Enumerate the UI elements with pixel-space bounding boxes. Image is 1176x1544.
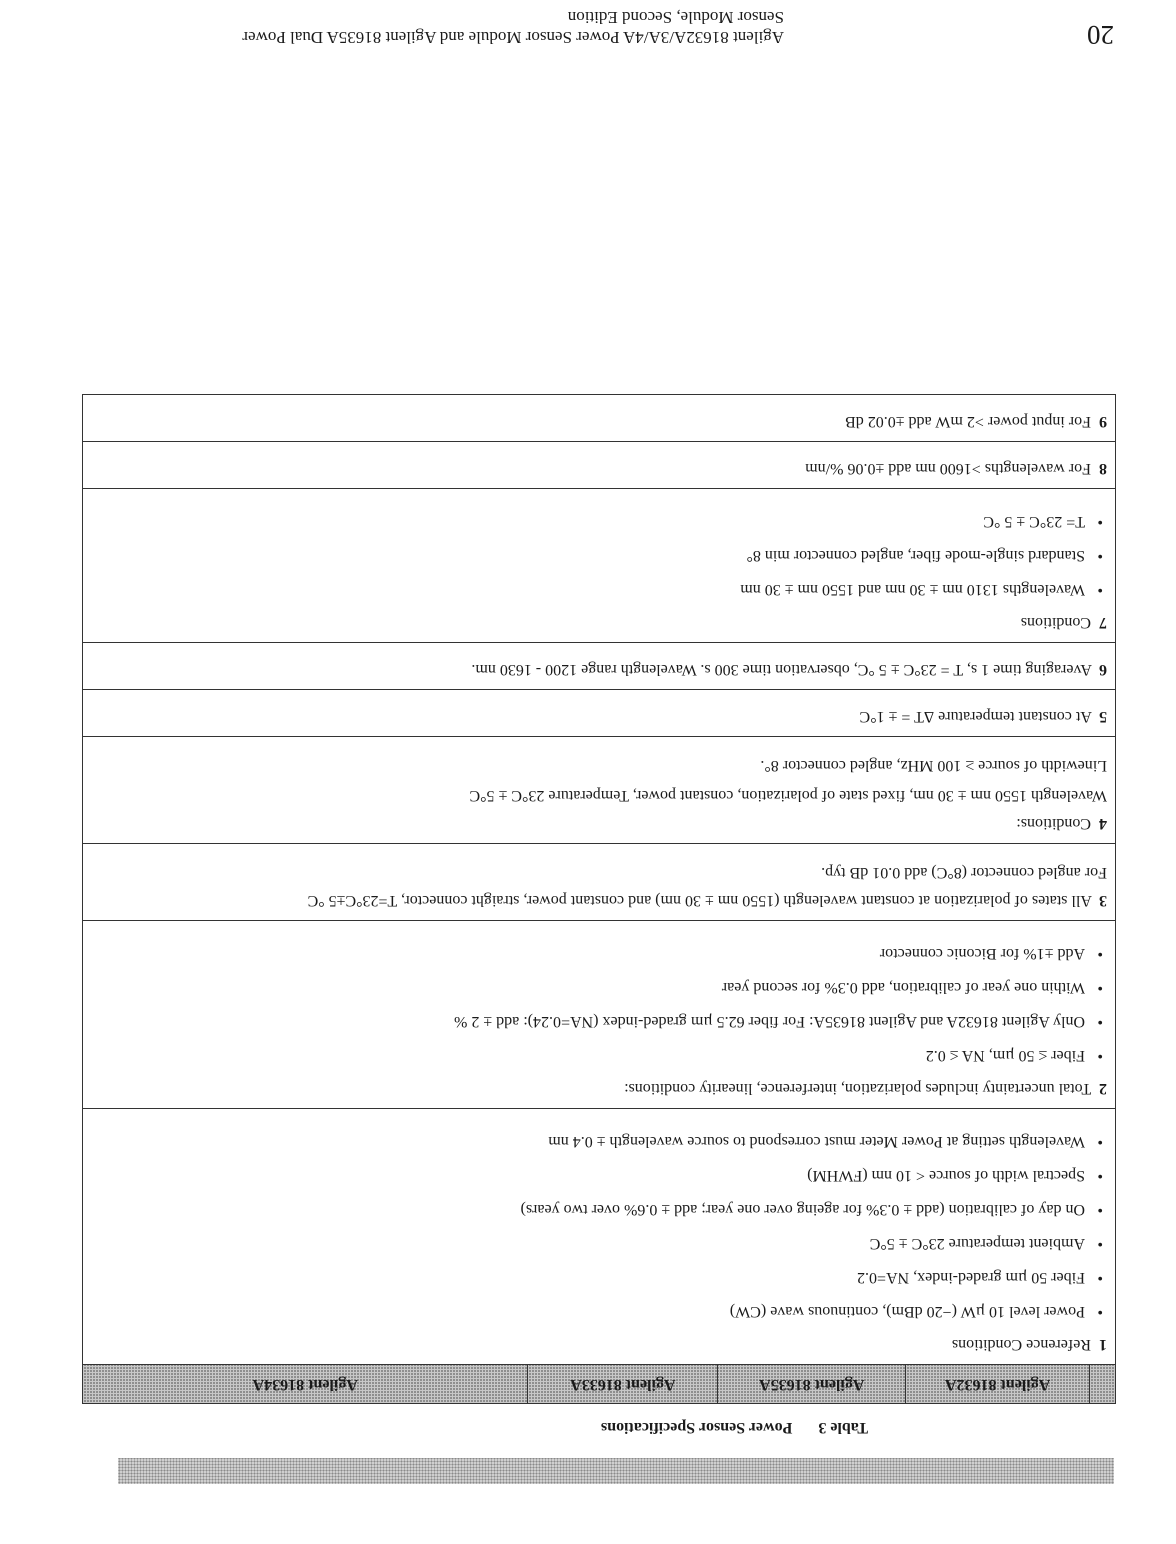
header-agilent-81633a: Agilent 81633A xyxy=(528,1365,718,1404)
table-caption xyxy=(601,1418,868,1436)
page-number: 20 xyxy=(1087,20,1114,50)
bullet-list xyxy=(91,1131,1107,1321)
footnote-row-8 xyxy=(83,442,1116,489)
footnote-number: 2 xyxy=(1099,1080,1107,1097)
header-blank xyxy=(1090,1365,1116,1404)
footnote-text-line: Wavelength 1550 nm ± 30 nm, fixed state of polarization, constant power, Temperature 23°C ± 5°C xyxy=(469,787,1107,804)
footnote-row-2 xyxy=(83,921,1116,1109)
power-sensor-specifications-table xyxy=(82,394,1116,1404)
footnote-row-5 xyxy=(83,690,1116,737)
footnote-row-3 xyxy=(83,844,1116,921)
section-header-band xyxy=(118,1458,1114,1484)
list-item: • Wavelengths 1310 nm ± 30 nm and 1550 nm ± 30 nm xyxy=(91,579,1107,599)
list-item: • T= 23°C ± 5 °C xyxy=(91,511,1107,531)
list-item: • Standard single-mode fiber, angled connector min 8° xyxy=(91,545,1107,565)
list-item: • Only Agilent 81632A and Agilent 81635A: For fiber 62.5 µm graded-index (NA=0.24): add ± 2 % xyxy=(91,1011,1107,1031)
table-header-row xyxy=(83,1365,1116,1404)
list-item: • Fiber ≤ 50 µm, NA ≤ 0.2 xyxy=(91,1045,1107,1065)
footnote-number: 1 xyxy=(1099,1336,1107,1353)
footnote-text: Averaging time 1 s, T = 23°C ± 5 °C, observation time 300 s. Wavelength range 1200 - 1630 nm. xyxy=(471,661,1092,678)
footnote-text: At constant temperature ΔT = ± 1°C xyxy=(859,708,1092,725)
list-item: • Add ±1% for Biconic connector xyxy=(91,943,1107,963)
list-item: • Ambient temperature 23°C ± 5°C xyxy=(91,1233,1107,1253)
document-title xyxy=(242,7,784,47)
footnote-text: Total uncertainty includes polarization, interference, linearity conditions: xyxy=(624,1080,1092,1097)
header-agilent-81635a: Agilent 81635A xyxy=(718,1365,906,1404)
footnote-text-line: For angled connector (8°C) add 0.01 dB typ. xyxy=(821,864,1107,881)
list-item: • On day of calibration (add ± 0.3% for ageing over one year; add ± 0.6% over two years) xyxy=(91,1199,1107,1219)
table-caption-title: Power Sensor Specifications xyxy=(600,1419,793,1436)
footnote-row-9 xyxy=(83,395,1116,442)
bullet-list xyxy=(91,511,1107,599)
footnote-number: 5 xyxy=(1099,708,1107,725)
footnote-number: 3 xyxy=(1099,892,1107,909)
list-item: • Spectral width of source < 10 nm (FWHM) xyxy=(91,1165,1107,1185)
footnote-number: 9 xyxy=(1099,413,1107,430)
footnote-row-7 xyxy=(83,489,1116,643)
footnote-row-1 xyxy=(83,1109,1116,1365)
footnote-row-4 xyxy=(83,737,1116,844)
list-item: • Wavelength setting at Power Meter must correspond to source wavelength ± 0.4 nm xyxy=(91,1131,1107,1151)
list-item: • Within one year of calibration, add 0.3% for second year xyxy=(91,977,1107,997)
footnote-text: Conditions xyxy=(1020,614,1091,631)
footnote-number: 6 xyxy=(1099,661,1107,678)
document-title-line-2: Sensor Module, Second Edition xyxy=(567,8,784,27)
footnote-text: For input power >2 mW add ±0.02 dB xyxy=(845,413,1091,430)
footnote-text: All states of polarization at constant wavelength (1550 nm ± 30 nm) and constant power, straight connector, T=23°C±5 °C xyxy=(307,892,1092,909)
header-agilent-81634a: Agilent 81634A xyxy=(83,1365,528,1404)
list-item: • Power level 10 µW (−20 dBm), continuous wave (CW) xyxy=(91,1301,1107,1321)
bullet-list xyxy=(91,943,1107,1065)
footnote-number: 7 xyxy=(1099,614,1107,631)
footnote-number: 8 xyxy=(1099,460,1107,477)
footnote-text-line: Linewidth of source ≥ 100 MHz, angled connector 8°. xyxy=(760,757,1107,774)
footnote-row-6 xyxy=(83,643,1116,690)
table-caption-number: Table 3 xyxy=(818,1419,868,1436)
footnote-number: 4 xyxy=(1099,815,1107,832)
header-agilent-81632a: Agilent 81632A xyxy=(906,1365,1090,1404)
footnote-text: Reference Conditions xyxy=(951,1336,1091,1353)
document-title-line-1: Agilent 81632A/3A/4A Power Sensor Module and Agilent 81635A Dual Power xyxy=(242,28,784,47)
list-item: • Fiber 50 µm graded-index, NA=0.2 xyxy=(91,1267,1107,1287)
footnote-text: For wavelengths >1600 nm add ±0.06 %/nm xyxy=(805,460,1091,477)
footnote-text: Conditions: xyxy=(1016,815,1091,832)
